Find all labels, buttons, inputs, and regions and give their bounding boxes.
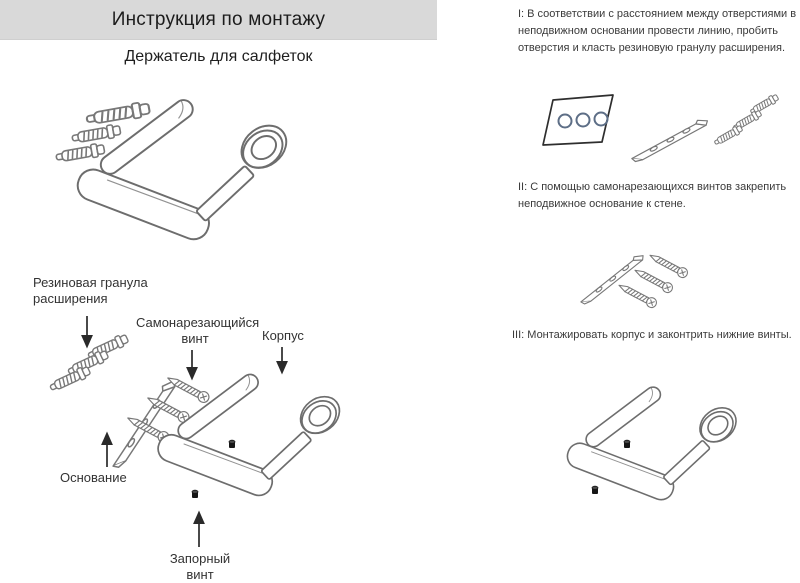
exploded-view-figure xyxy=(48,316,346,547)
label-locking-screw: Запорный винт xyxy=(169,551,231,582)
holder-body-icon xyxy=(154,371,346,499)
page-title: Инструкция по монтажу xyxy=(111,9,326,30)
label-base: Основание xyxy=(60,470,127,485)
step-3-text: III: Монтажировать корпус и законтрить нижние винты. xyxy=(512,329,792,341)
wall-plug-icon xyxy=(713,124,744,147)
label-rubber-plug: Резиновая гранула расширения xyxy=(33,275,148,306)
main-holder-figure xyxy=(55,96,294,243)
wall-plug-icon xyxy=(86,101,151,127)
screw-icon xyxy=(648,251,690,279)
holder-body-icon xyxy=(564,384,743,503)
label-body: Корпус xyxy=(262,328,304,343)
step-3-figure xyxy=(564,384,743,503)
set-screw-icon xyxy=(624,440,630,448)
wall-plug-icon xyxy=(71,123,121,144)
base-rail-icon xyxy=(627,118,713,163)
label-self-tapping-screw: Самонарезающийся винт xyxy=(136,315,260,346)
product-title: Держатель для салфеток xyxy=(124,48,313,65)
screw-icon xyxy=(633,266,675,294)
step-1-figure xyxy=(543,93,779,162)
step-1-text: I: В соответствии с расстоянием между отверстиями в неподвижном основании провести линию, пробить отверстия и класть резиновую гранулу расширения. xyxy=(518,8,797,54)
locking-screw-icon xyxy=(592,486,598,494)
wall-plug-icon xyxy=(55,142,105,163)
screw-icon xyxy=(617,281,659,309)
drilling-template-icon xyxy=(543,95,613,145)
step-2-figure xyxy=(574,251,690,309)
set-screw-icon xyxy=(229,440,235,448)
locking-screw-icon xyxy=(192,490,198,498)
step-2-text: II: С помощью самонарезающихся винтов закрепить неподвижное основание к стене. xyxy=(518,181,787,210)
